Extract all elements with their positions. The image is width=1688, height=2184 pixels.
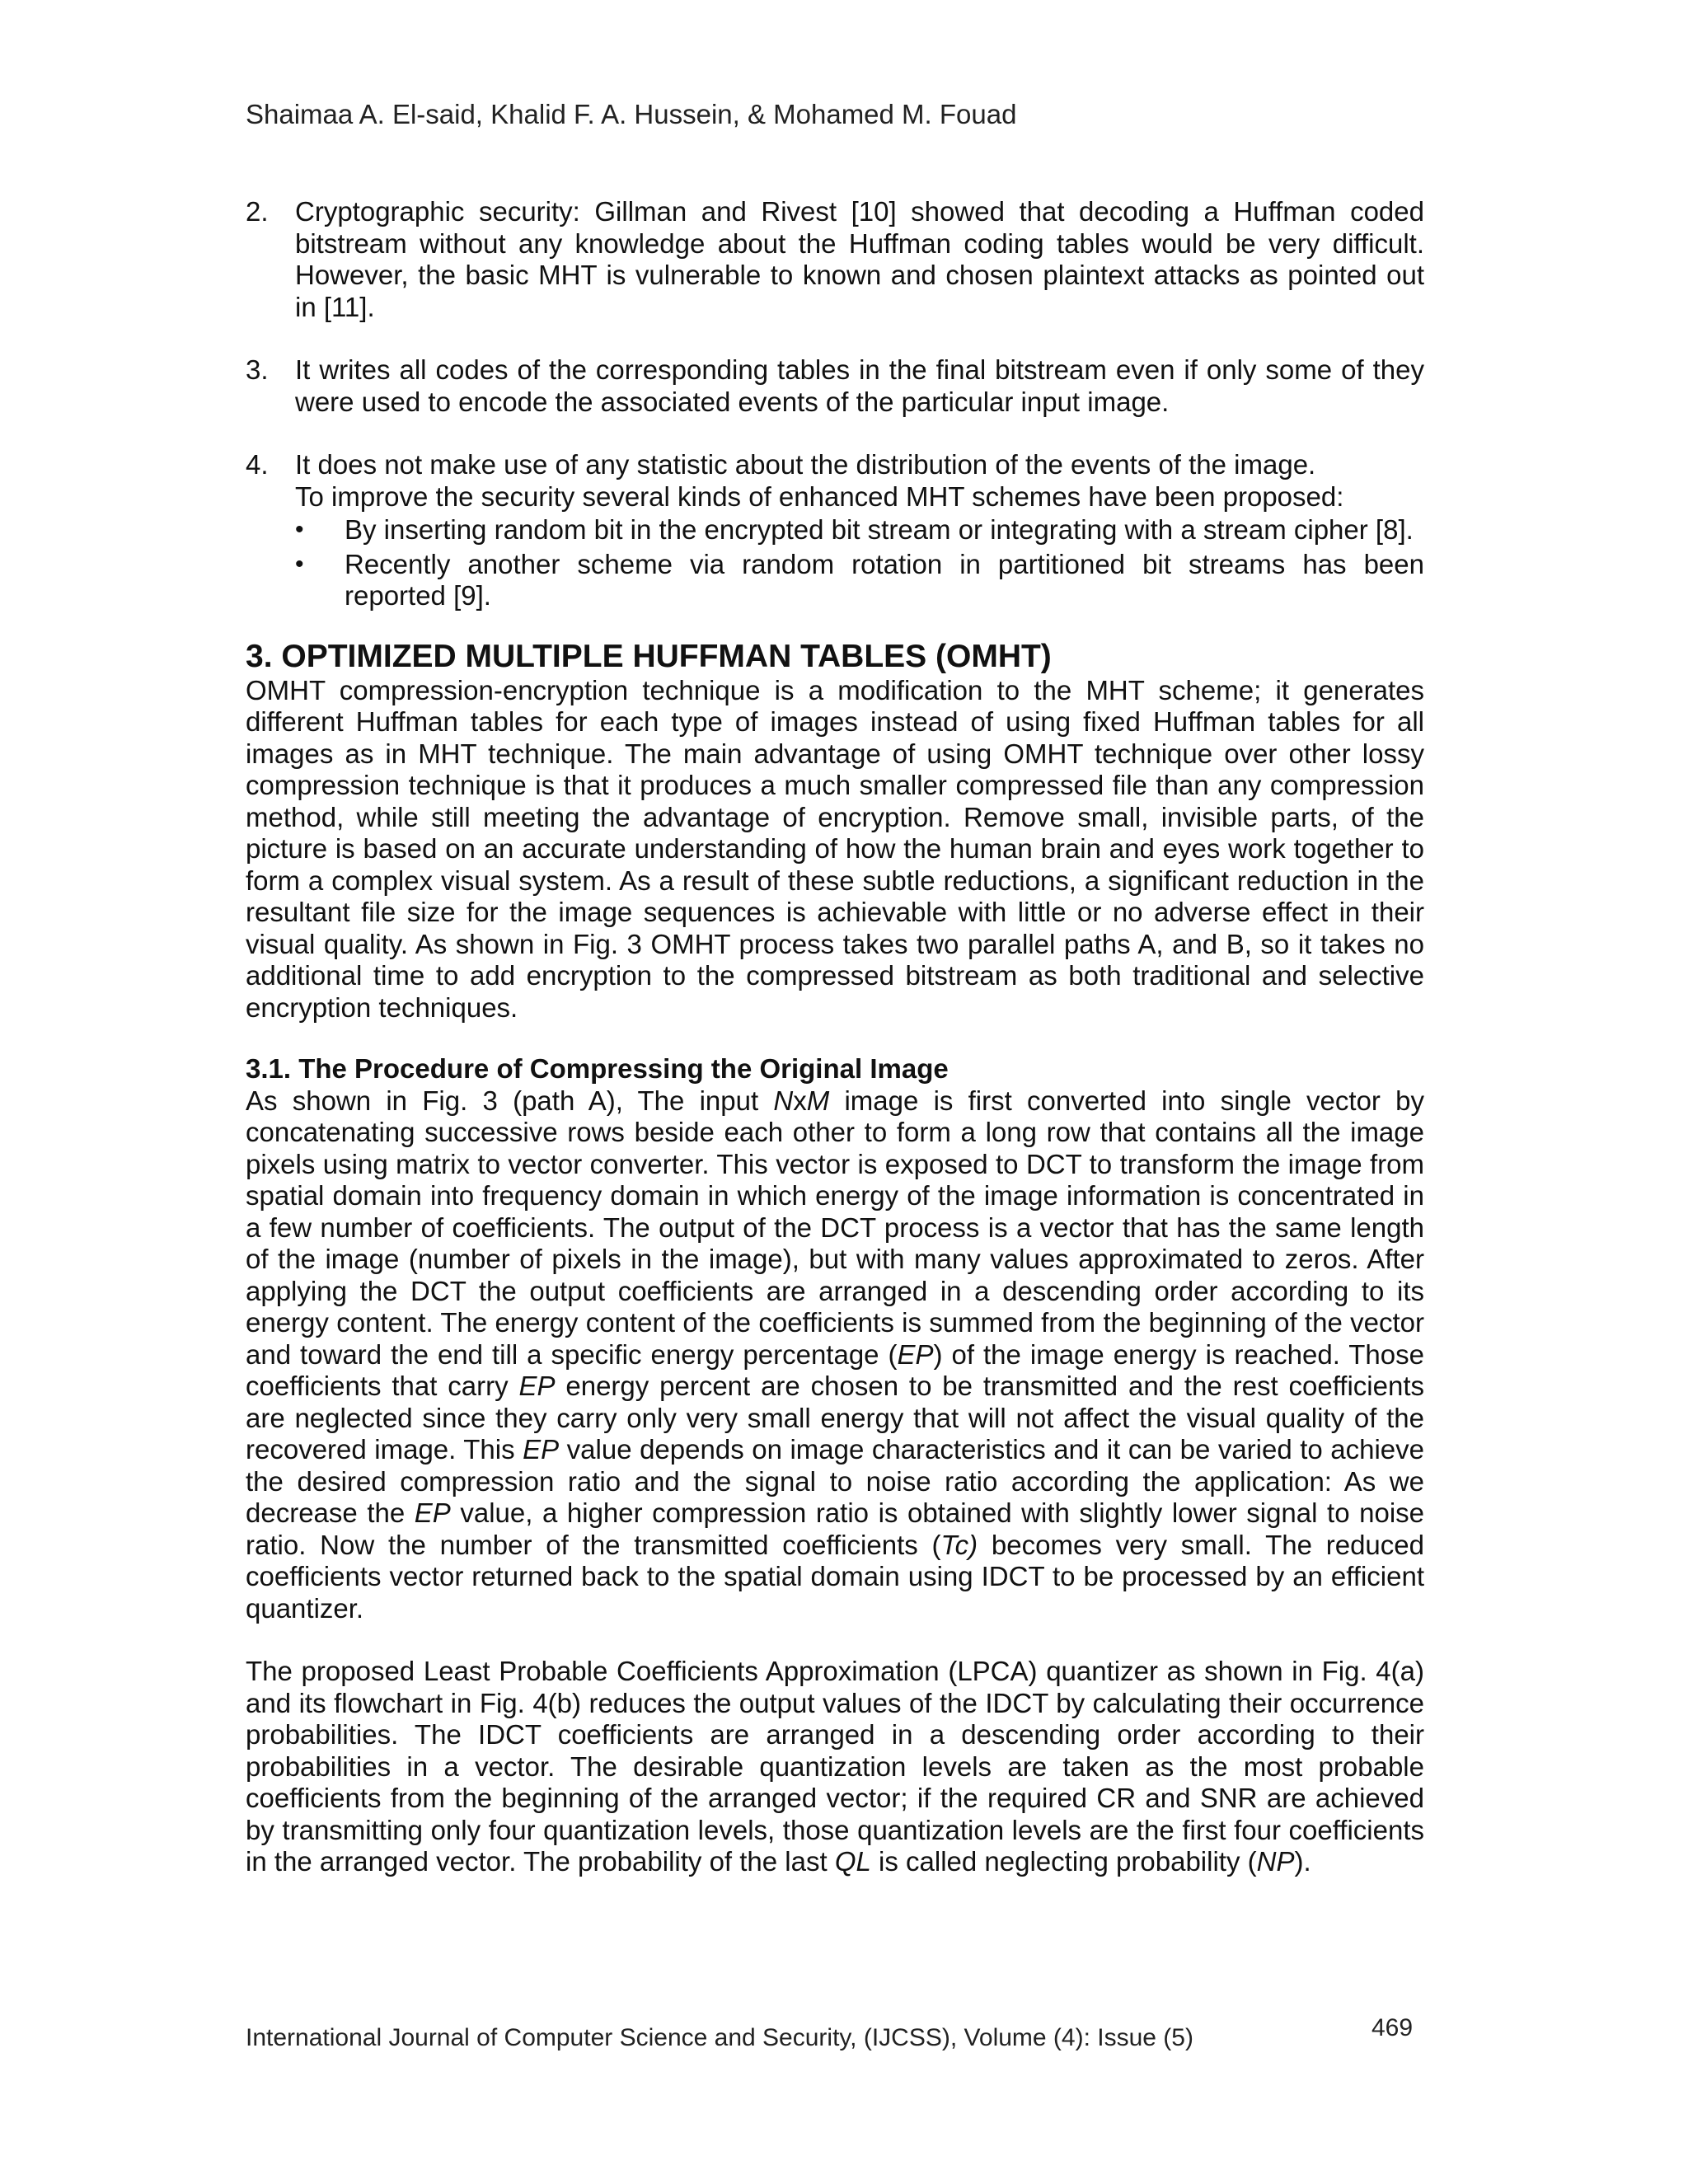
numbered-item-3: [246, 354, 1424, 418]
subsection-heading: 3.1. The Procedure of Compressing the Original Image: [246, 1053, 949, 1084]
subsection-paragraph-2: The proposed Least Probable Coefficients Approximation (LPCA) quantizer as shown in Fig. 4(a) and its flowchart in Fig. 4(b) reduces the output values of the IDCT by calculating their occurrence probabilities. The IDCT coefficients are arranged in a descending order according to their probabilities in a vector. The desirable quantization levels are taken as the most probable coefficients from the beginning of the arranged vector; if the required CR and SNR are achieved by transmitting only four quantization levels, those quantization levels are the first four coefficients in the arranged vector. The probability of the last QL is called neglecting probability (NP).: [246, 1656, 1424, 1877]
bullet-list: [246, 514, 1424, 612]
running-header: Shaimaa A. El-said, Khalid F. A. Hussein, & Mohamed M. Fouad: [246, 99, 1017, 129]
journal-footer: International Journal of Computer Science and Security, (IJCSS), Volume (4): Issue (5): [246, 2024, 1193, 2051]
numbered-item-4: [246, 449, 1424, 481]
item-text: It writes all codes of the corresponding tables in the final bitstream even if only some of they were used to encode the associated events of the particular input image.: [295, 354, 1424, 417]
section-heading: 3. OPTIMIZED MULTIPLE HUFFMAN TABLES (OMHT): [246, 638, 1052, 674]
item-number: 4.: [246, 449, 269, 480]
item-number: 2.: [246, 196, 269, 227]
bullet-text: By inserting random bit in the encrypted bit stream or integrating with a stream cipher [8].: [345, 514, 1414, 545]
bullet-icon: •: [295, 550, 304, 578]
bullet-text: Recently another scheme via random rotation in partitioned bit streams has been reported [9].: [345, 548, 1424, 611]
section-paragraph: OMHT compression-encryption technique is a modification to the MHT scheme; it generates different Huffman tables for each type of images instead of using fixed Huffman tables for all images as in MHT technique. The main advantage of using OMHT technique over other lossy compression technique is that it produces a much smaller compressed file than any compression method, while still meeting the advantage of encryption. Remove small, invisible parts, of the picture is based on an accurate understanding of how the human brain and eyes work together to form a complex visual system. As a result of these subtle reductions, a significant reduction in the resultant file size for the image sequences is achievable with little or no adverse effect in their visual quality. As shown in Fig. 3 OMHT process takes two parallel paths A, and B, so it takes no additional time to add encryption to the compressed bitstream as both traditional and selective encryption techniques.: [246, 674, 1424, 1023]
numbered-item-2: [246, 196, 1424, 323]
list-item: [295, 549, 1424, 612]
page-number: 469: [1372, 2014, 1414, 2041]
list-item: [295, 514, 1424, 546]
bullet-icon: •: [295, 516, 304, 543]
improve-intro: To improve the security several kinds of enhanced MHT schemes have been proposed:: [295, 480, 1344, 512]
page-content: [246, 196, 1424, 1878]
item-text: Cryptographic security: Gillman and Rivest [10] showed that decoding a Huffman coded bitstream without any knowledge about the Huffman coding tables would be very difficult. However, the basic MHT is vulnerable to known and chosen plaintext attacks as pointed out in [11].: [295, 196, 1424, 322]
item-number: 3.: [246, 354, 269, 385]
item-text: It does not make use of any statistic about the distribution of the events of the image.: [295, 449, 1316, 480]
subsection-paragraph-1: As shown in Fig. 3 (path A), The input NxM image is first converted into single vector by concatenating successive rows beside each other to form a long row that contains all the image pixels using matrix to vector converter. This vector is exposed to DCT to transform the image from spatial domain into frequency domain in which energy of the image information is concentrated in a few number of coefficients. The output of the DCT process is a vector that has the same length of the image (number of pixels in the image), but with many values approximated to zeros. After applying the DCT the output coefficients are arranged in a descending order according to its energy content. The energy content of the coefficients is summed from the beginning of the vector and toward the end till a specific energy percentage (EP) of the image energy is reached. Those coefficients that carry EP energy percent are chosen to be transmitted and the rest coefficients are neglected since they carry only very small energy that will not affect the visual quality of the recovered image. This EP value depends on image characteristics and it can be varied to achieve the desired compression ratio and the signal to noise ratio according the application: As we decrease the EP value, a higher compression ratio is obtained with slightly lower signal to noise ratio. Now the number of the transmitted coefficients (Tc) becomes very small. The reduced coefficients vector returned back to the spatial domain using IDCT to be processed by an efficient quantizer.: [246, 1085, 1425, 1624]
